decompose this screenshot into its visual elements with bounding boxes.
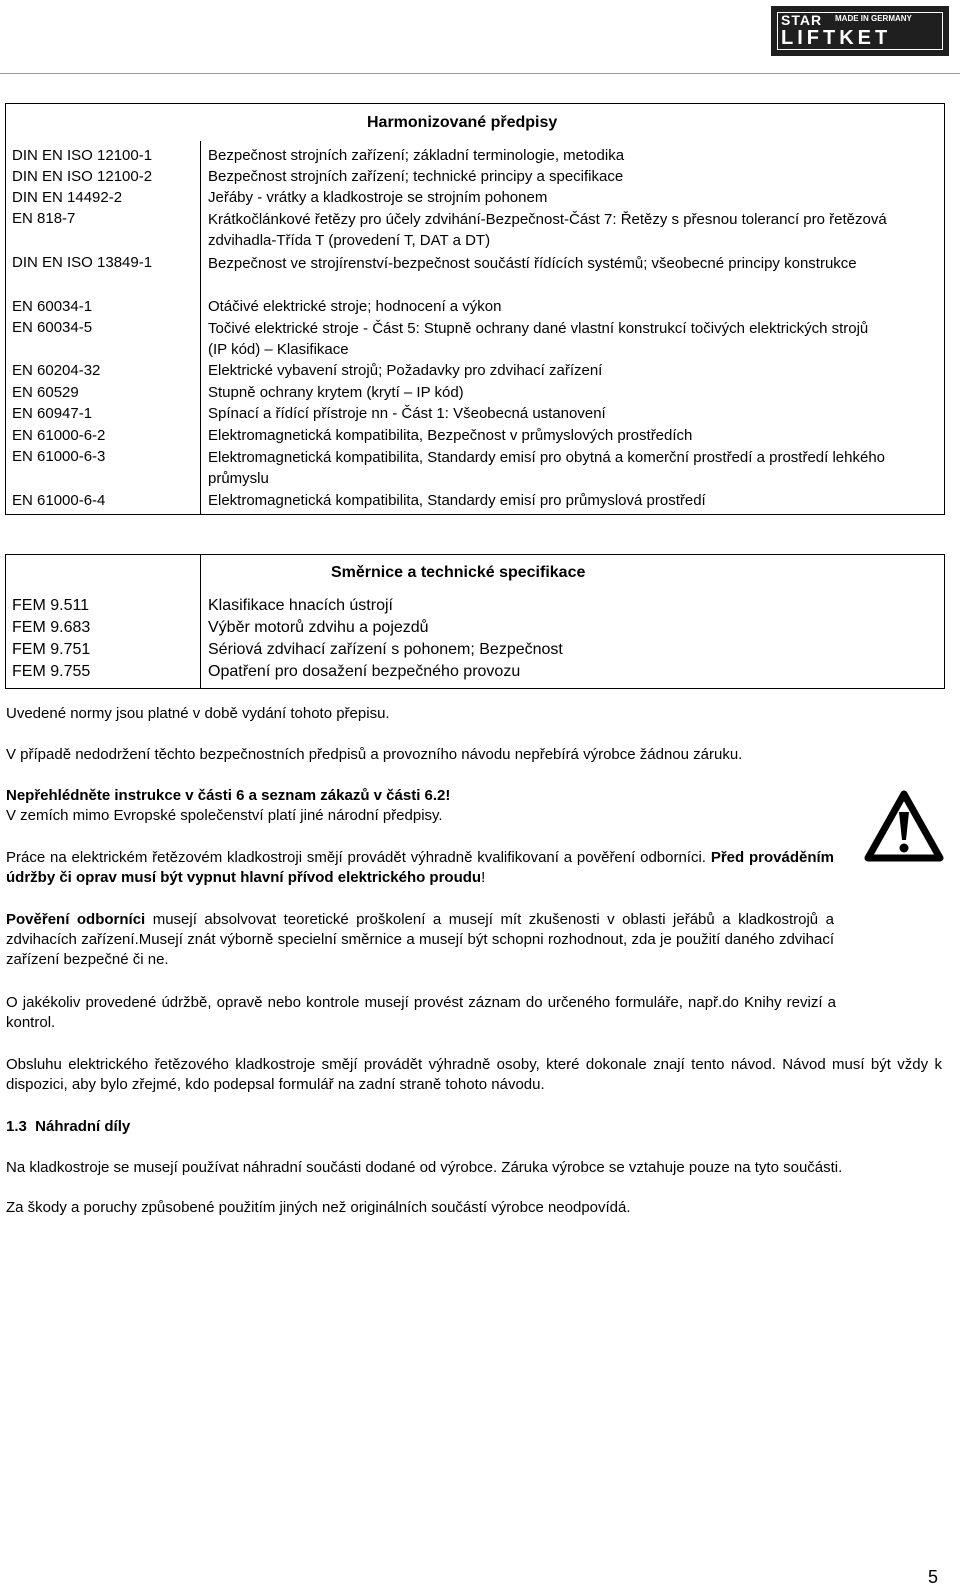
spec-code: FEM 9.683 [12, 619, 91, 636]
header-divider [0, 73, 960, 74]
spec-code: FEM 9.751 [12, 641, 91, 658]
standard-description: Bezpečnost strojních zařízení; základní terminologie, metodika [208, 147, 625, 164]
standard-code: DIN EN ISO 12100-2 [12, 168, 153, 185]
standard-code: EN 818-7 [12, 210, 76, 227]
exclamation-text: ! [481, 869, 486, 886]
standard-code: DIN EN 14492-2 [12, 189, 123, 206]
spare-parts-note: Na kladkostroje se musejí používat náhradní součásti dodané od výrobce. Záruka výrobce se vztahuje pouze na tyto součásti. [6, 1159, 843, 1176]
maintenance-record-note: O jakékoliv provedené údržbě, opravě nebo kontrole musejí provést záznam do určeného formuláře, např.do Knihy revizí a kontrol. [6, 994, 836, 1031]
spec-description: Sériová zdvihací zařízení s pohonem; Bezpečnost [208, 641, 563, 658]
authorized-experts-text: musejí absolvovat teoretické proškolení a musejí mít zkušenosti v oblasti jeřábů a kladkostrojů a zdvihacích zařízení.Musejí znát výborně specielní směrnice a musejí být schopni rozhodnout, zda je použití daného zdvihací zařízení bezpečné či ne. [6, 911, 834, 968]
standard-code: EN 60034-5 [12, 319, 93, 336]
standard-code: DIN EN ISO 13849-1 [12, 254, 153, 271]
table-divider [200, 554, 201, 689]
standard-description: Točivé elektrické stroje - Část 5: Stupně ochrany dané vlastní konstrukcí točivých elektrických strojů (IP kód) – Klasifikace [208, 320, 869, 358]
standard-description: Bezpečnost ve strojírenství-bezpečnost součástí řídících systémů; všeobecné principy konstrukce [208, 255, 857, 272]
spec-description: Opatření pro dosažení bezpečného provozu [208, 663, 521, 680]
standard-description: Stupně ochrany krytem (krytí – IP kód) [208, 384, 464, 401]
authorized-experts-note [6, 910, 834, 970]
company-logo [771, 6, 949, 56]
standard-description: Otáčivé elektrické stroje; hodnocení a výkon [208, 298, 502, 315]
operation-note: Obsluhu elektrického řetězového kladkostroje smějí provádět výhradně osoby, které dokonale znají tento návod. Návod musí být vždy k dispozici, aby bylo zřejmé, kdo podepsal formulář na zadní straně tohoto návodu. [6, 1056, 942, 1093]
liability-note: Za škody a poruchy způsobené použitím jiných než originálních součástí výrobce neodpovídá. [6, 1199, 631, 1216]
warranty-note: V případě nedodržení těchto bezpečnostních předpisů a provozního návodu nepřebírá výrobce žádnou záruku. [6, 746, 743, 763]
spec-code: FEM 9.511 [12, 597, 90, 614]
standard-description: Elektrické vybavení strojů; Požadavky pro zdvihací zařízení [208, 362, 603, 379]
standard-code: EN 60204-32 [12, 362, 101, 379]
logo-tag-text: MADE IN GERMANY [835, 14, 912, 23]
section-heading-spare-parts: 1.3 Náhradní díly [6, 1118, 131, 1135]
standard-code: EN 61000-6-3 [12, 448, 106, 465]
standard-code: DIN EN ISO 12100-1 [12, 147, 153, 164]
spec-description: Klasifikace hnacích ústrojí [208, 597, 393, 614]
page-number: 5 [928, 1567, 939, 1587]
standard-code: EN 61000-6-4 [12, 492, 106, 509]
standard-description: Elektromagnetická kompatibilita, Standardy emisí pro průmyslová prostředí [208, 492, 706, 509]
standard-description: Jeřáby - vrátky a kladkostroje se strojním pohonem [208, 189, 548, 206]
validity-note: Uvedené normy jsou platné v době vydání tohoto přepisu. [6, 705, 390, 722]
spec-code: FEM 9.755 [12, 663, 91, 680]
standard-description: Krátkočlánkové řetězy pro účely zdvihání-Bezpečnost-Část 7: Řetězy s přesnou tolerancí pro řetězová zdvihadla-Třída T (provedení T, DAT a DT) [208, 211, 887, 249]
spec-description: Výběr motorů zdvihu a pojezdů [208, 619, 429, 636]
warning-triangle-icon [864, 790, 944, 862]
standard-code: EN 60529 [12, 384, 79, 401]
logo-liftket-text: LIFTKET [781, 27, 892, 49]
instructions-warning: Nepřehlédněte instrukce v části 6 a seznam zákazů v části 6.2! [6, 787, 451, 804]
harmonized-title: Harmonizované předpisy [367, 114, 558, 131]
electrical-work-note [6, 848, 834, 888]
authorized-experts-label: Pověření odborníci [6, 911, 146, 928]
standard-description: Elektromagnetická kompatibilita, Standardy emisí pro obytná a komerční prostředí a prostředí lehkého průmyslu [208, 449, 886, 487]
power-off-warning: Před prováděním údržby či oprav musí být vypnut hlavní přívod elektrického proudu [6, 849, 834, 886]
table-divider [200, 141, 201, 515]
standard-code: EN 60947-1 [12, 405, 93, 422]
standard-description: Elektromagnetická kompatibilita, Bezpečnost v průmyslových prostředích [208, 427, 693, 444]
logo-star-text: STAR [781, 12, 823, 28]
standard-code: EN 60034-1 [12, 298, 93, 315]
directives-title: Směrnice a technické specifikace [331, 564, 586, 581]
standard-description: Spínací a řídící přístroje nn - Část 1: Všeobecná ustanovení [208, 405, 606, 422]
standard-description: Bezpečnost strojních zařízení; technické principy a specifikace [208, 168, 624, 185]
electrical-work-text: Práce na elektrickém řetězovém kladkostroji smějí provádět výhradně kvalifikovaní a pověření odborníci. [6, 849, 706, 866]
standard-code: EN 61000-6-2 [12, 427, 106, 444]
national-regulations-note: V zemích mimo Evropské společenství platí jiné národní předpisy. [6, 807, 443, 824]
